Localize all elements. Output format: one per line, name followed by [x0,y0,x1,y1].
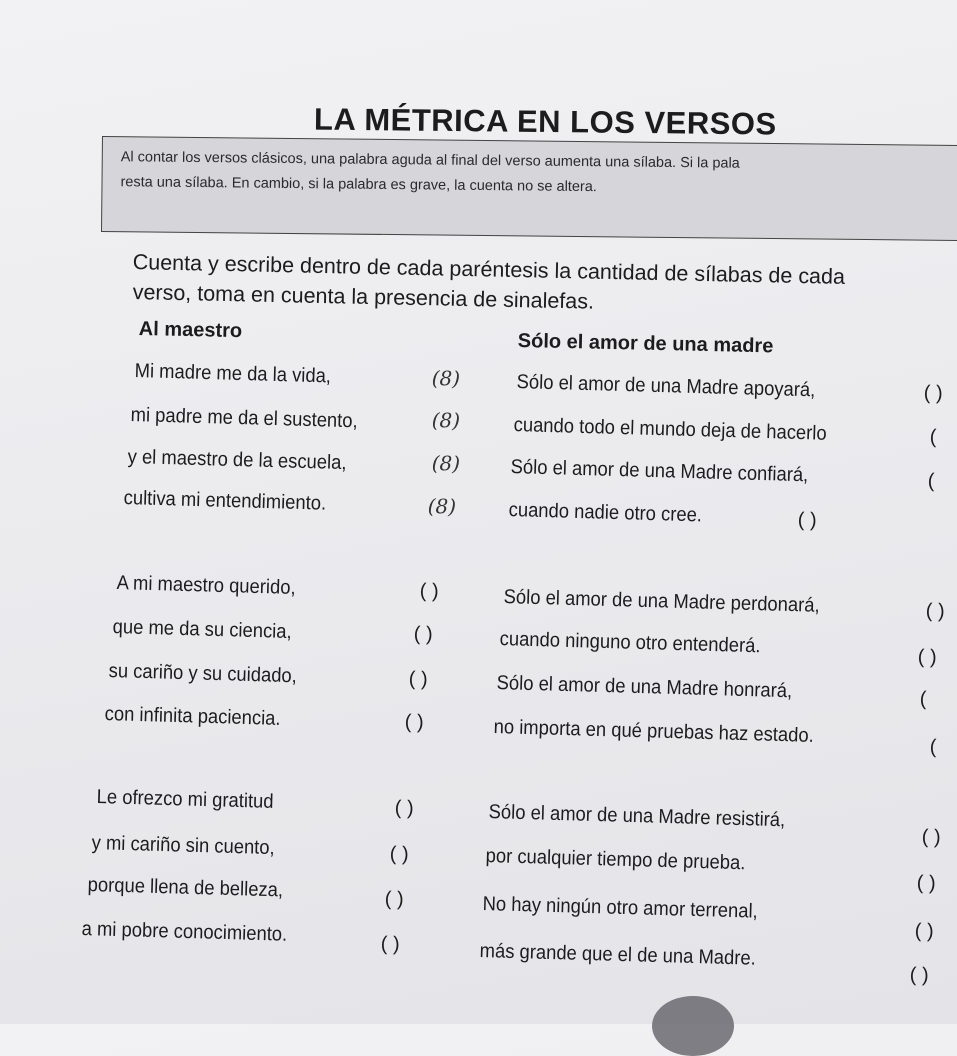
poem1-verse: y mi cariño sin cuento, [91,832,275,860]
poem1-verse: a mi pobre conocimiento. [81,918,288,946]
poem2-answer[interactable]: ( [929,426,937,449]
shadow-blob [652,996,734,1056]
poem1-answer[interactable]: (8) [431,451,461,476]
poem1-verse: su cariño y su cuidado, [108,660,298,688]
poem2-answer[interactable]: ( ) [925,600,945,623]
poem2-verse: no importa en qué pruebas haz estado. [493,716,815,747]
poem1-verse: Mi madre me da la vida, [134,360,332,388]
poem2-verse: cuando nadie otro cree. [508,499,703,527]
poem2-verse: No hay ningún otro amor terrenal, [482,893,759,923]
poem1-verse: mi padre me da el sustento, [130,404,358,433]
instructions-line-1: Cuenta y escribe dentro de cada paréntesis la cantidad de sílabas de cada [132,250,846,289]
poem1-verse: Le ofrezco mi gratitud [96,786,274,813]
poem1-answer[interactable]: (8) [431,366,461,391]
poem1-answer[interactable]: ( ) [408,668,428,691]
poem1-answer[interactable]: ( ) [394,797,414,820]
poem2-verse: cuando todo el mundo deja de hacerlo [513,414,827,445]
poem1-verse: porque llena de belleza, [87,874,284,902]
poem2-title: Sólo el amor de una madre [517,330,774,358]
poem2-verse: cuando ninguno otro entenderá. [499,628,761,658]
page-title: LA MÉTRICA EN LOS VERSOS [313,101,777,142]
instructions-line-2: verso, toma en cuenta la presencia de sinalefas. [132,280,595,314]
poem2-answer[interactable]: ( ) [916,872,936,895]
poem2-answer[interactable]: ( ) [914,920,934,943]
poem1-answer[interactable]: ( ) [380,933,400,956]
poem1-verse: cultiva mi entendimiento. [123,487,327,515]
poem1-answer[interactable]: ( ) [384,888,404,911]
poem2-answer[interactable]: ( ) [909,964,929,987]
poem1-title: Al maestro [138,318,243,343]
poem1-verse: con infinita paciencia. [104,703,281,730]
poem2-verse: Sólo el amor de una Madre apoyará, [516,371,816,402]
poem2-answer[interactable]: ( ) [917,646,937,669]
info-line-2: resta una sílaba. En cambio, si la palabra es grave, la cuenta no se altera. [120,174,597,196]
poem2-answer[interactable]: ( ) [923,382,943,405]
poem1-verse: y el maestro de la escuela, [127,446,347,475]
poem1-answer[interactable]: ( ) [419,580,439,603]
poem2-answer[interactable]: ( ) [797,509,817,532]
poem2-verse: más grande que el de una Madre. [479,940,757,970]
poem2-verse: Sólo el amor de una Madre perdonará, [503,586,820,617]
poem1-answer[interactable]: ( ) [389,843,409,866]
info-line-1: Al contar los versos clásicos, una palabra aguda al final del verso aumenta una sílaba. Si la pala [120,149,740,172]
poem2-answer[interactable]: ( [927,470,935,493]
poem1-verse: que me da su ciencia, [112,616,292,643]
poem1-answer[interactable]: (8) [427,494,457,519]
poem1-answer[interactable]: ( ) [413,623,433,646]
poem2-answer[interactable]: ( ) [921,826,941,849]
info-box [101,136,957,241]
poem2-verse: Sólo el amor de una Madre confiará, [510,456,809,487]
poem2-answer[interactable]: ( [929,736,937,759]
poem2-verse: Sólo el amor de una Madre honrará, [496,672,793,703]
poem2-answer[interactable]: ( [919,688,927,711]
poem1-answer[interactable]: ( ) [404,711,424,734]
poem2-verse: por cualquier tiempo de prueba. [485,845,746,875]
poem1-verse: A mi maestro querido, [116,572,296,599]
poem2-verse: Sólo el amor de una Madre resistirá, [488,801,786,832]
poem1-answer[interactable]: (8) [431,408,461,433]
